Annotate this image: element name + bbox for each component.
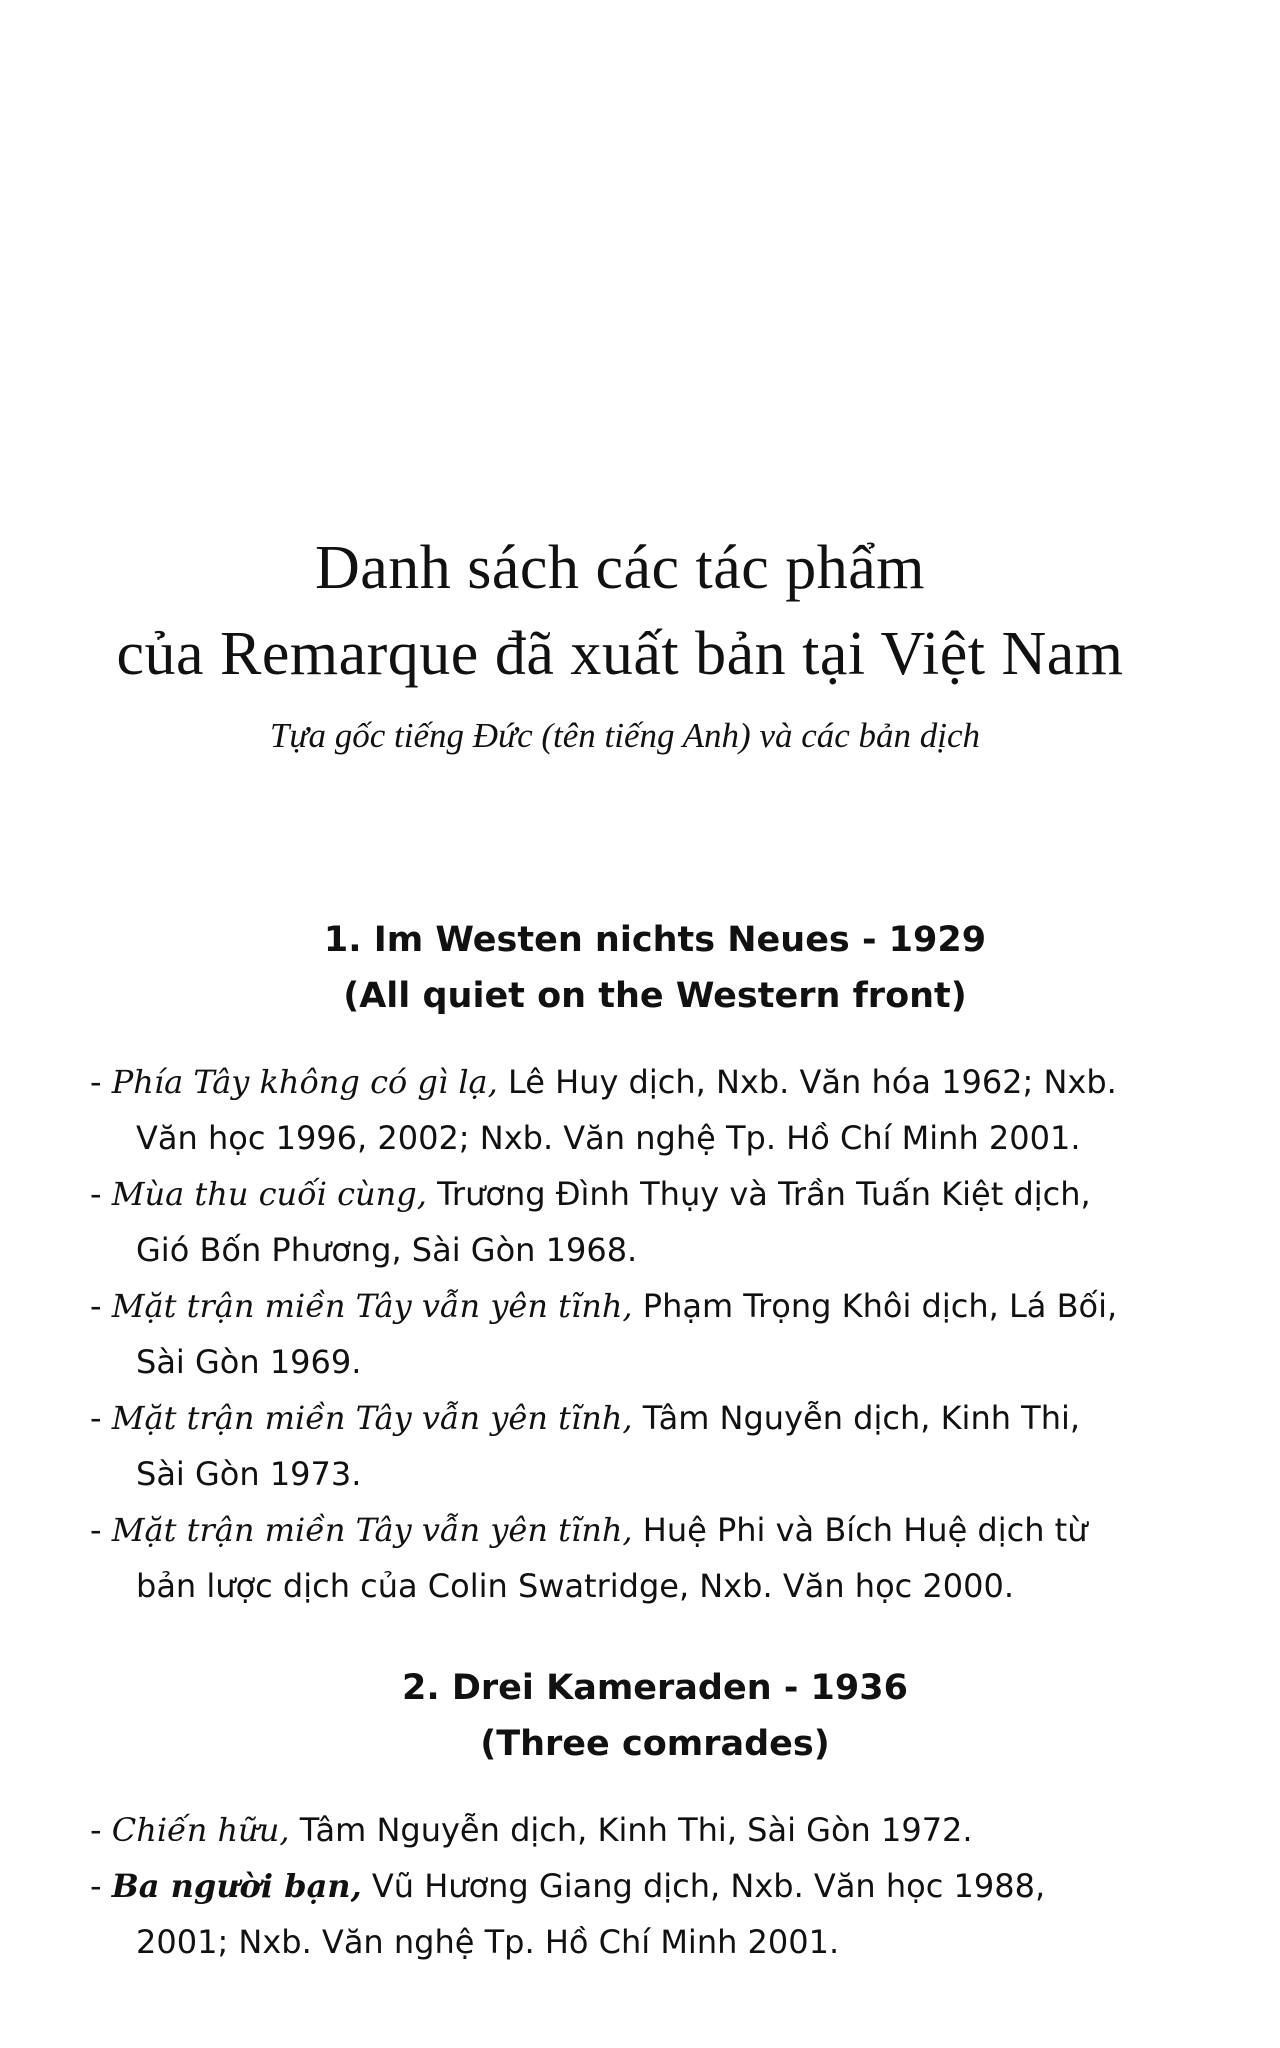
page-subtitle: Tựa gốc tiếng Đức (tên tiếng Anh) và các bản dịch [269, 716, 981, 755]
page-title-line-1: Danh sách các tác phẩm [314, 534, 926, 602]
translation-entry [0, 1166, 1280, 1278]
entry-details: Huệ Phi và Bích Huệ dịch từ bản lược dịch của Colin Swatridge, Nxb. Văn học 2000. [136, 1511, 1088, 1605]
section-english-title: (All quiet on the Western front) [343, 976, 967, 1016]
entry-dash: - [90, 1511, 112, 1549]
translation-entry [0, 1502, 1280, 1614]
section-im-westen [0, 912, 1280, 1630]
title-block [0, 525, 1280, 761]
entry-details: Tâm Nguyễn dịch, Kinh Thi, Sài Gòn 1972. [289, 1811, 973, 1849]
translation-entry [0, 1390, 1280, 1502]
section-heading: 2. Drei Kameraden - 1936 [402, 1668, 908, 1708]
entry-work-title: Mặt trận miền Tây vẫn yên tĩnh, [111, 1511, 633, 1549]
entry-dash: - [90, 1175, 112, 1213]
entry-details: Phạm Trọng Khôi dịch, Lá Bối, Sài Gòn 1969. [136, 1287, 1118, 1381]
entry-work-title: Mặt trận miền Tây vẫn yên tĩnh, [111, 1287, 633, 1325]
entry-details: Lê Huy dịch, Nxb. Văn hóa 1962; Nxb. Văn học 1996, 2002; Nxb. Văn nghệ Tp. Hồ Chí Minh 2001. [136, 1063, 1117, 1157]
entry-work-title: Chiến hữu, [111, 1811, 290, 1849]
entry-details: Trương Đình Thụy và Trần Tuấn Kiệt dịch, Gió Bốn Phương, Sài Gòn 1968. [136, 1175, 1091, 1269]
entry-dash: - [90, 1867, 112, 1905]
entry-work-title: Mặt trận miền Tây vẫn yên tĩnh, [111, 1399, 633, 1437]
translation-entry [0, 1858, 1280, 1970]
section-drei-kameraden [0, 1660, 1280, 1986]
translation-list [0, 1802, 1280, 1970]
entry-work-title: Ba người bạn, [111, 1867, 362, 1905]
section-english-title: (Three comrades) [480, 1724, 830, 1764]
translation-entry [0, 1802, 1280, 1858]
section-heading: 1. Im Westen nichts Neues - 1929 [323, 920, 987, 960]
translation-list [0, 1054, 1280, 1614]
entry-dash: - [90, 1399, 112, 1437]
page-title-line-2: của Remarque đã xuất bản tại Việt Nam [116, 620, 1124, 688]
entry-work-title: Mùa thu cuối cùng, [111, 1175, 427, 1213]
entry-details: Tâm Nguyễn dịch, Kinh Thi, Sài Gòn 1973. [136, 1399, 1081, 1493]
entry-details: Vũ Hương Giang dịch, Nxb. Văn học 1988, 2001; Nxb. Văn nghệ Tp. Hồ Chí Minh 2001. [136, 1867, 1046, 1961]
entry-dash: - [90, 1063, 112, 1101]
entry-work-title: Phía Tây không có gì lạ, [111, 1063, 498, 1101]
entry-dash: - [90, 1811, 112, 1849]
translation-entry [0, 1054, 1280, 1166]
entry-dash: - [90, 1287, 112, 1325]
translation-entry [0, 1278, 1280, 1390]
